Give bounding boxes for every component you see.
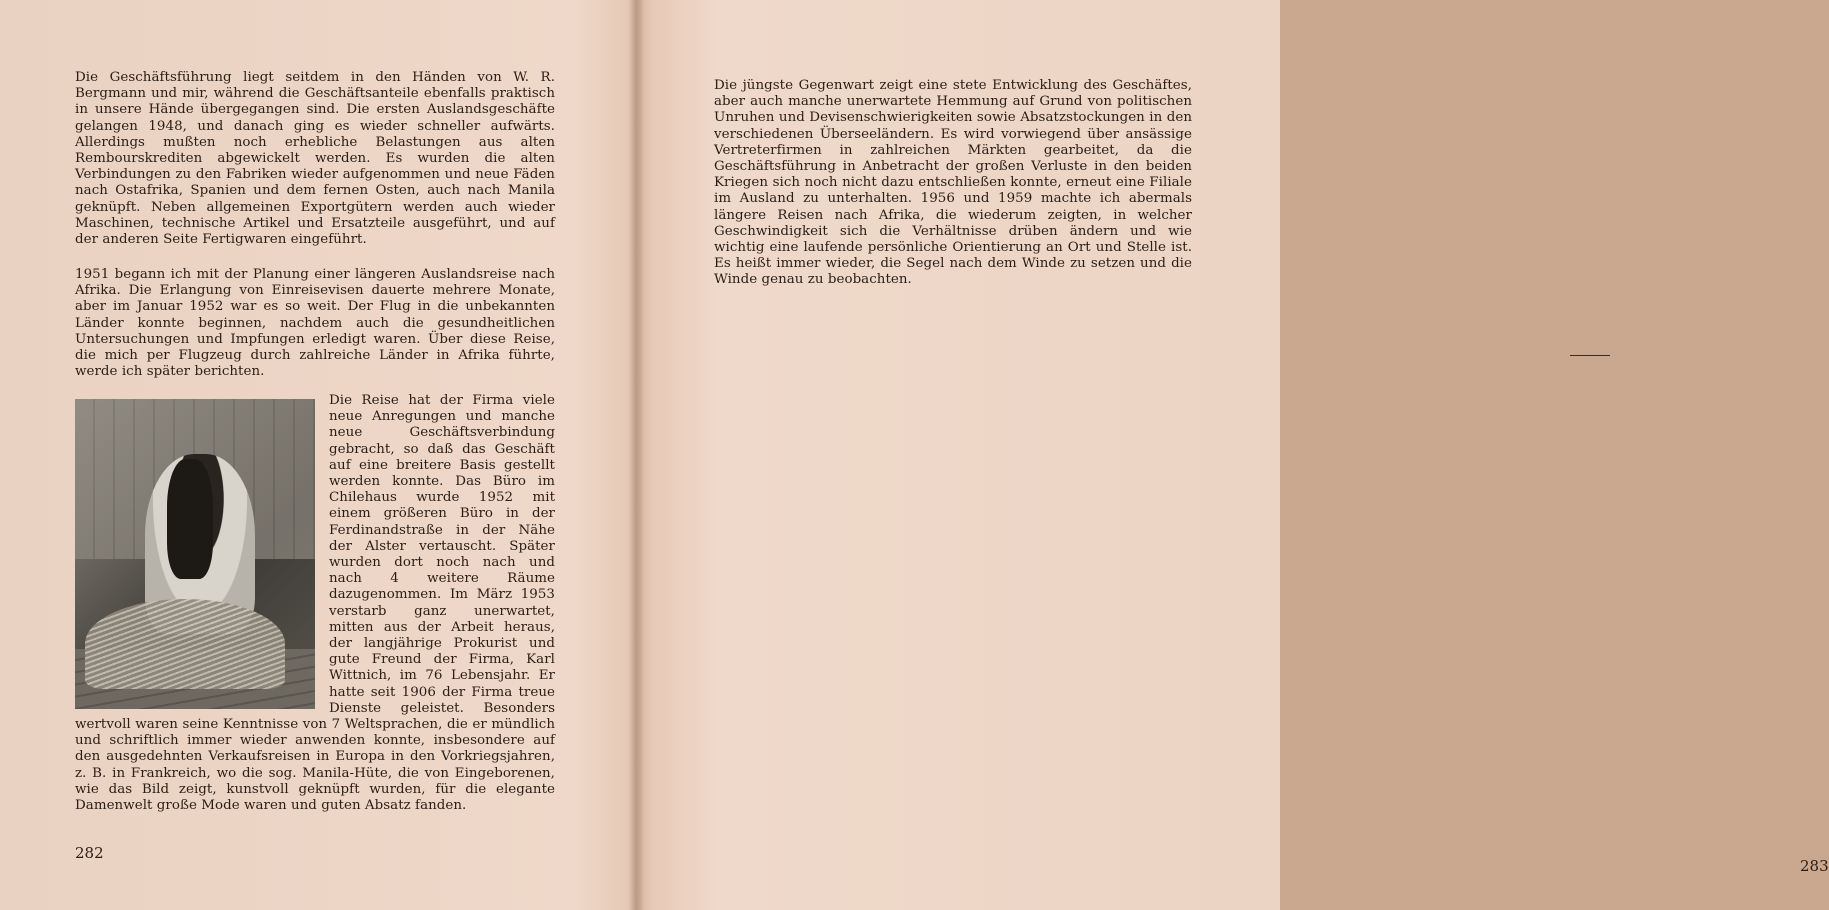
photo-hair [167,459,213,579]
left-page [0,0,636,910]
page-number-right: 283 [1800,857,1829,875]
right-paragraph-1: Die jüngste Gegenwart zeigt eine stete Entwicklung des Geschäftes, aber auch manche unerwartete Hemmung auf Grund von politischen Unruhen und Devisenschwierigkeiten sowie Absatzstockungen in den verschiedenen Überseeländern. Es wird vorwiegend über ansässige Vertreterfirmen in zahlreichen Märkten gearbeitet, da die Geschäftsführung in Anbetracht der großen Verluste in den beiden Kriegen sich noch nicht dazu entschließen konnte, erneut eine Filiale im Ausland zu unterhalten. 1956 und 1959 machte ich abermals längere Reisen nach Afrika, die wiederum zeigten, in welcher Geschwindigkeit sich die Verhältnisse drüben ändern und wie wichtig eine laufende persönliche Orientierung an Ort und Stelle ist. Es heißt immer wieder, die Segel nach dem Winde zu setzen und die Winde genau zu beobachten. [714,78,1192,288]
left-paragraph-2: 1951 begann ich mit der Planung einer längeren Auslandsreise nach Afrika. Die Erlangung von Einreisevisen dauerte mehrere Monate, aber im Januar 1952 war es so weit. Der Flug in die unbekannten Länder konnte beginnen, nachdem auch die gesundheitlichen Untersuchungen und Impfungen erledigt waren. Über diese Reise, die mich per Flugzeug durch zahlreiche Länder in Afrika führte, werde ich später berichten. [75,267,555,380]
left-paragraph-3-text: Die Reise hat der Firma viele neue Anregungen und manche neue Geschäftsverbindung gebracht, so daß das Geschäft auf eine breitere Basis gestellt werden konnte. Das Büro im Chilehaus wurde 1952 mit einem größeren Büro in der Ferdinandstraße in der Nähe der Alster vertauscht. Später wurden dort noch nach und nach 4 weitere Räume dazugenommen. Im März 1953 verstarb ganz unerwartet, mitten aus der Arbeit heraus, der langjährige Prokurist und gute Freund der Firma, Karl Wittnich, im 76 Lebensjahr. Er hatte seit 1906 der Firma treue Dienste geleistet. Besonders wertvoll waren seine Kenntnisse von 7 Weltsprachen, die er mündlich und schriftlich immer wieder anwenden konnte, insbesondere auf den ausgedehnten Verkaufsreisen in Europa in den Vorkriegsjahren, z. B. in Frankreich, wo die sog. Manila-Hüte, die von Eingeborenen, wie das Bild zeigt, kunstvoll geknüpft wurden, für die elegante Damenwelt große Mode waren und guten Absatz fanden. [75,393,555,814]
photo-straw-bundle [85,599,285,689]
left-paragraph-3-with-photo [75,393,555,814]
photo-woman-weaving-straw [75,399,315,709]
page-number-left: 282 [75,844,104,862]
section-divider-rule [1570,355,1610,356]
left-paragraph-1: Die Geschäftsführung liegt seitdem in den Händen von W. R. Bergmann und mir, während die Geschäftsanteile ebenfalls praktisch in unsere Hände übergegangen sind. Die ersten Auslandsgeschäfte gelangen 1948, und danach ging es wieder schneller aufwärts. Allerdings mußten noch erhebliche Belastungen aus alten Rembourskrediten abgewickelt werden. Es wurden die alten Verbindungen zu den Fabriken wieder aufgenommen und neue Fäden nach Ostafrika, Spanien und dem fernen Osten, auch nach Manila geknüpft. Neben allgemeinen Exportgütern werden auch wieder Maschinen, technische Artikel und Ersatzteile ausgeführt, und auf der anderen Seite Fertigwaren eingeführt. [75,70,555,248]
